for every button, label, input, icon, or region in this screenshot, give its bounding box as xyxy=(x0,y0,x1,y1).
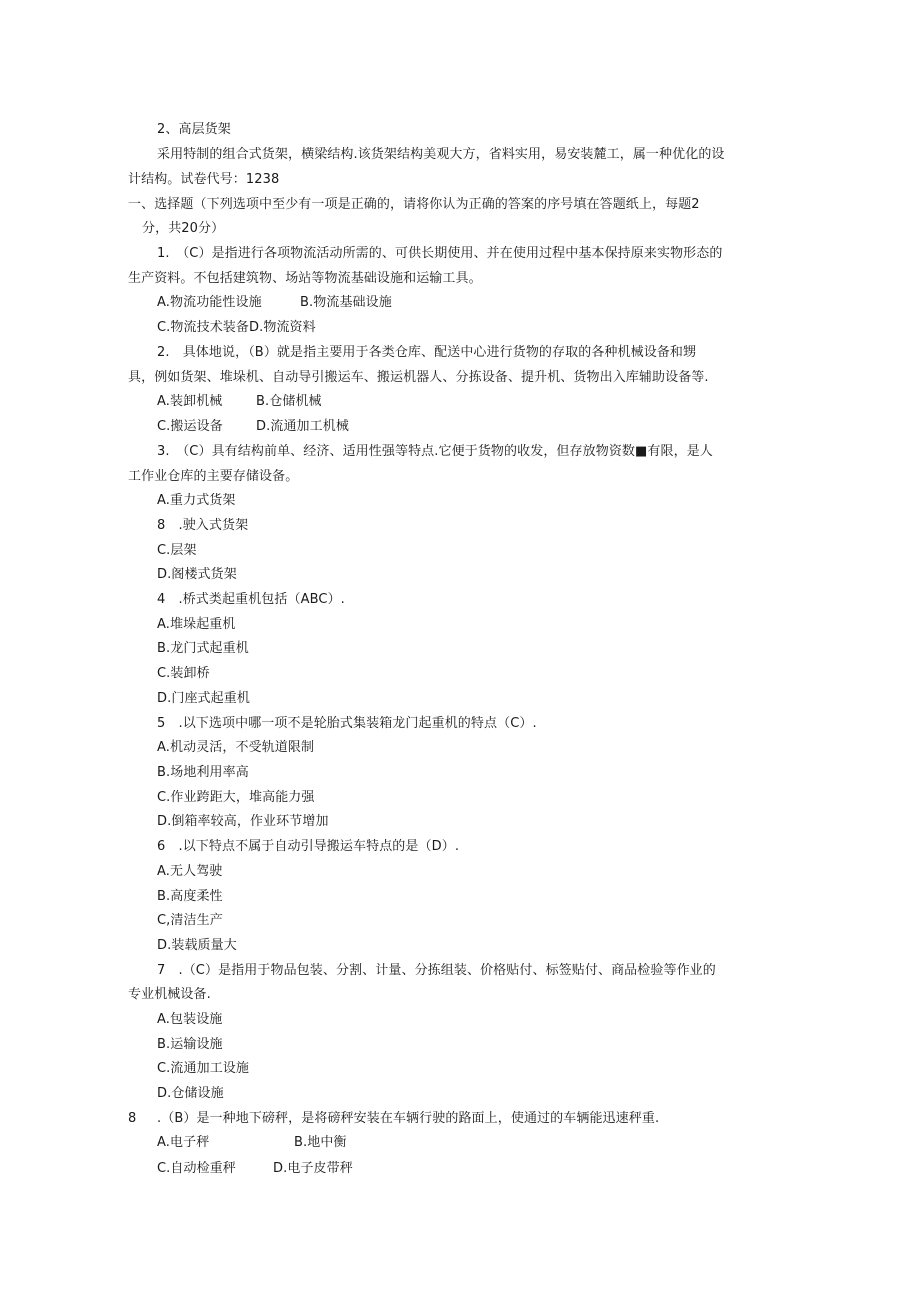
question-2-option-c: C.搬运设备 xyxy=(157,419,223,434)
question-2-stem-continued: 具，例如货架、堆垛机、自动导引搬运车、搬运机器人、分拣设备、提升机、货物出入库辅助设备等. xyxy=(128,370,709,385)
question-8-option-c: C.自动检重秤 xyxy=(157,1161,236,1176)
question-3-option-a: A.重力式货架 xyxy=(157,493,236,508)
question-2-option-b: B.仓储机械 xyxy=(256,394,322,409)
question-3-stem-continued: 工作业仓库的主要存储设备。 xyxy=(128,469,299,484)
question-3-stem: 3. （C）具有结构前单、经济、适用性强等特点.它便于货物的收发，但存放物资数■有限，是人 xyxy=(157,444,713,459)
question-5-option-a: A.机动灵活，不受轨道限制 xyxy=(157,740,315,755)
question-8-option-d: D.电子皮带秤 xyxy=(273,1161,353,1176)
question-6-option-c: C,清洁生产 xyxy=(157,913,223,928)
question-1-stem-continued: 生产资料。不包括建筑物、场站等物流基础设施和运输工具。 xyxy=(128,271,482,286)
question-2-option-a: A.装卸机械 xyxy=(157,394,223,409)
question-1-option-a: A.物流功能性设施 xyxy=(157,295,262,310)
question-5-option-c: C.作业跨距大，堆高能力强 xyxy=(157,790,315,805)
part-heading-continued: 分，共20分） xyxy=(142,221,225,236)
question-6-option-a: A.无人驾驶 xyxy=(157,864,223,879)
question-7-option-d: D.仓储设施 xyxy=(157,1086,224,1101)
question-8-option-a: A.电子秤 xyxy=(157,1135,210,1150)
question-2-stem: 2. 具体地说，（B）就是指主要用于各类仓库、配送中心进行货物的存取的各种机械设备和甥 xyxy=(157,345,697,360)
question-1-stem: 1. （C）是指进行各项物流活动所需的、可供长期使用、并在使用过程中基本保持原来实物形态的 xyxy=(157,246,723,261)
question-4-option-b: B.龙门式起重机 xyxy=(157,641,249,656)
question-5-stem: 5 .以下选项中哪一项不是轮胎式集装箱龙门起重机的特点（C）. xyxy=(157,716,537,731)
question-7-option-c: C.流通加工设施 xyxy=(157,1061,250,1076)
section-description: 采用特制的组合式货架，横梁结构.该货架结构美观大方，省料实用，易安装麓工，属一种优化的设 xyxy=(157,147,725,162)
question-5-option-b: B.场地利用率高 xyxy=(157,765,249,780)
question-3-option-b: 8 .驶入式货架 xyxy=(157,518,249,533)
question-1-option-cd: C.物流技术装备D.物流资料 xyxy=(157,320,316,335)
question-7-stem-continued: 专业机械设备. xyxy=(128,987,211,1002)
cut-off-line xyxy=(0,1160,920,1176)
question-6-option-b: B.高度柔性 xyxy=(157,889,223,904)
question-4-option-d: D.门座式起重机 xyxy=(157,691,250,706)
question-6-option-d: D.装载质量大 xyxy=(157,938,237,953)
question-7-option-a: A.包装设施 xyxy=(157,1012,223,1027)
question-7-option-b: B.运输设施 xyxy=(157,1037,223,1052)
question-7-stem: 7 .（C）是指用于物品包装、分割、计量、分拣组装、价格贴付、标签贴付、商品检验等作业的 xyxy=(157,963,716,978)
section-description-continued: 计结构。试卷代号：1238 xyxy=(128,172,280,187)
question-4-stem: 4 .桥式类起重机包括（ABC）. xyxy=(157,592,345,607)
part-heading: 一、选择题（下列选项中至少有一项是正确的，请将你认为正确的答案的序号填在答题纸上，每题2 xyxy=(128,197,700,212)
question-1-option-b: B.物流基础设施 xyxy=(300,295,392,310)
question-4-option-c: C.装卸桥 xyxy=(157,666,210,681)
question-4-option-a: A.堆垛起重机 xyxy=(157,617,236,632)
question-3-option-d: D.阁楼式货架 xyxy=(157,567,237,582)
question-5-option-d: D.倒箱率较高，作业环节增加 xyxy=(157,814,329,829)
question-8-option-b: B.地中衡 xyxy=(294,1135,347,1150)
question-6-stem: 6 .以下特点不属于自动引导搬运车特点的是（D）. xyxy=(157,839,460,854)
question-2-option-d: D.流通加工机械 xyxy=(256,419,349,434)
question-3-option-c: C.层架 xyxy=(157,543,197,558)
question-8-number: 8 xyxy=(128,1111,137,1126)
section-heading: 2、高层货架 xyxy=(157,122,231,137)
question-8-stem: .（B）是一种地下磅秤，是将磅秤安装在车辆行驶的路面上，使通过的车辆能迅速秤重. xyxy=(157,1111,660,1126)
